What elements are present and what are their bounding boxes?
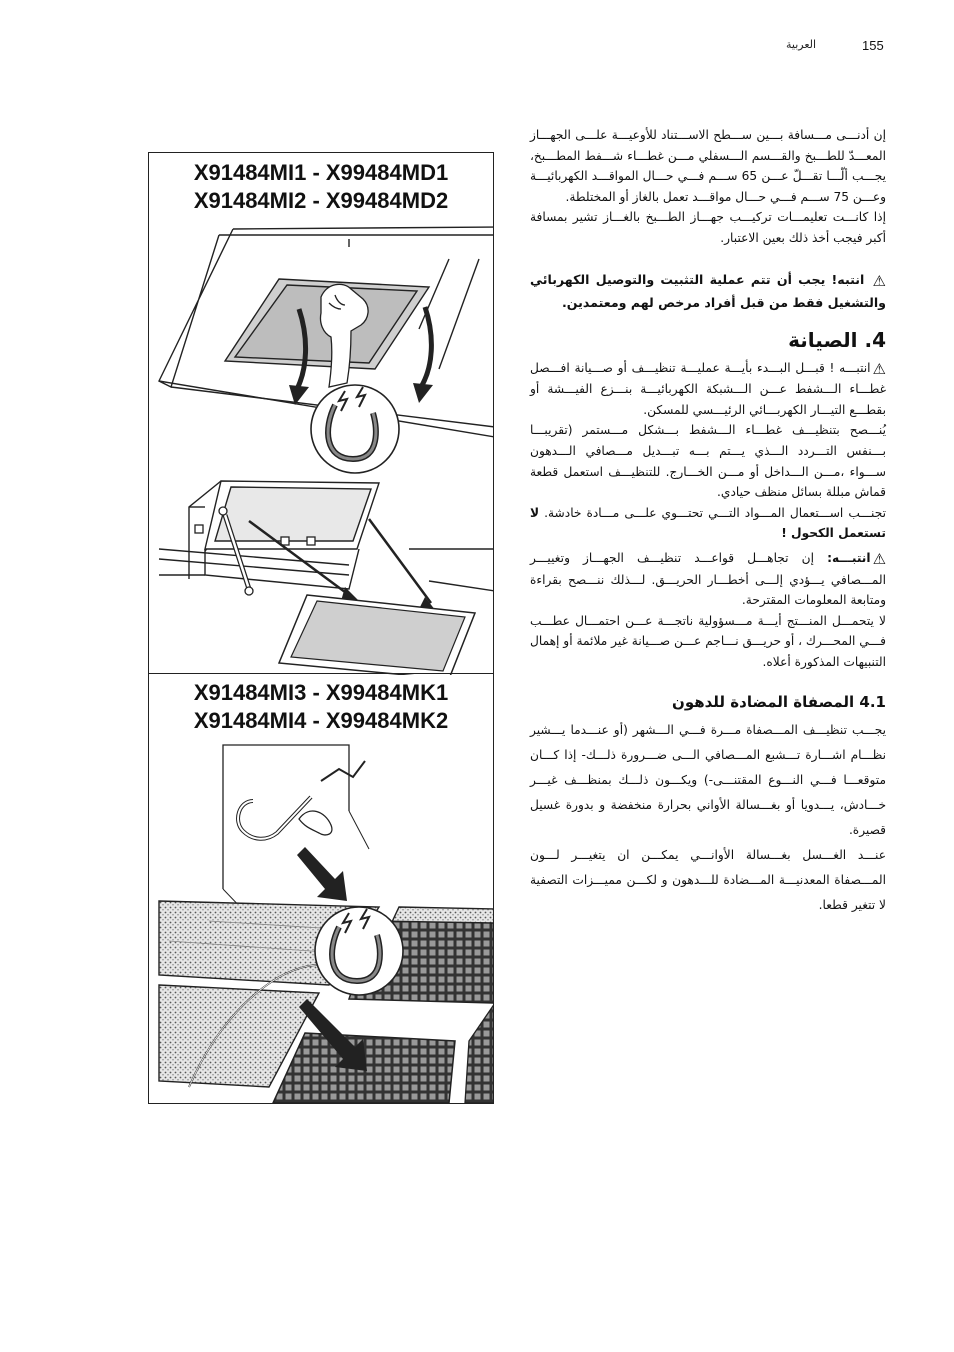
filter-removal-illustration [149,219,494,675]
page-language: العربية [786,38,817,51]
maintenance-paragraph-3: تجنـــب اســـتعمال المـــواد التـــي تحتـــوي علـــى مـــادة خادشة. لا تستعمل الكحول ! [530,505,886,541]
intro-paragraph-2: إذا كانـــت تعليمـــات تركيـــب جهـــاز الطـــبخ بالغـــاز تشير بمسافة أكبر فيجب أخذ ذلك بعين الاعتبار. [530,210,886,245]
warning-triangle-icon: ⚠ [872,549,887,568]
grease-filter-removal-illustration [149,741,494,1103]
text-column [530,125,886,918]
section-title-grease-filter: 4.1 المصفاة المضادة للدهون [672,693,886,712]
no-alcohol-note: لا تستعمل الكحول ! [530,505,886,541]
model-numbers-line-3: X91484MI3 - X99484MK1 [193,680,449,705]
section-title-maintenance: 4. الصيانة [788,327,886,352]
maintenance-caution-label: انتبـــه: [827,550,871,565]
installation-warning-text: انتبه! يجب أن تتم عملية التثبيت والتوصيل الكهربائي والتشغيل فقط من قبل أفراد مرخص لهم ومعتمدين. [530,271,886,310]
grease-filter-paragraph-2: عنـــد الغـــسل بغـــسالة الأوانـــي يمكـــن ان يتغيـــر لـــون المـــصفاة المعدنيـــة المـــضادة للـــدهون و لكـــن مميـــزات التصفية لا تتغير قطعا. [530,848,886,913]
model-numbers-line-2: X91484MI2 - X99484MD2 [193,188,449,213]
page-number: 155 [862,38,884,53]
maintenance-paragraph-2: يُنـــصح بتنظيـــف غطـــاء الـــشفط بـــشكل مـــستمر (تقريبـــا بـــنفس التـــردد الـــذي يـــتم بـــه تبـــديل مـــصافي الـــدهون ســـواء ،مـــن الـــداخل أو مـــن الخـــارج. للتنظيـــف استعمل قطعة قماش مبللة بسائل منظف حيادي. [530,423,886,500]
grease-filter-paragraph-1: يجـــب تنظيـــف المـــصفاة مـــرة فـــي الـــشهر (أو عنـــدما يـــشير نظـــام اشـــارة تـــشبع المـــصافي الـــى ضـــرورة ذلـــك- إذا كـــان متوقعـــا فـــي النـــوع المقتنـــى-) ويكـــون ذلـــك بمنظـــف غيـــر خـــادش، يـــدويا أو بغـــسالة الأواني بحرارة منخفضة و بدورة غسيل قصيرة. [530,723,886,838]
figure-separator [149,673,493,674]
maintenance-paragraph-5: لا يتحمـــل المنـــتج أيـــة مـــسؤولية ناتجـــة عـــن احتمـــال عطـــب فـــي المحـــرك ، أو حريـــق نـــاجم عـــن صـــيانة غير ملائمة أو إهمال التنبيهات المذكورة أعلاه. [530,613,886,669]
maintenance-paragraph-4: ⚠انتبـــه: إن تجاهـــل قواعـــد تنظيـــف الجهـــاز وتغييـــر المـــصافي يـــؤدي إلـــى أخطـــار الحريـــق. لـــذلك ننـــصح بقراءة ومتابعة المعلومات المقترحة. [530,549,887,608]
model-numbers-line-1: X91484MI1 - X99484MD1 [193,160,449,185]
maintenance-paragraph-1: ⚠انتبـــه ! قبـــل البـــدء بأيـــة عمليـــة تنظيـــف أو صـــيانة افـــصل غطـــاء الـــشفط عـــن الـــشبكة الكهربائيـــة بنـــزع الفيـــشة أو بقطـــع التيـــار الكهربـــائي الرئيـــسي للمسكن. [530,359,886,417]
maintenance-warning-label: انتبـــه ! [829,360,871,375]
warning-triangle-icon: ⚠ [872,359,886,378]
warning-triangle-icon: ⚠ [872,271,886,290]
installation-warning [530,269,886,314]
illustration-panel [148,152,494,1104]
model-numbers-line-4: X91484MI4 - X99484MK2 [193,708,449,733]
intro-paragraph-1: إن أدنـــى مـــسافة بـــين ســـطح الاســـتناد للأوعيـــة علـــى الجهـــاز المعـــدّ للطـــبخ والقـــسم الـــسفلي مـــن غطـــاء شـــفط المطـــبخ، يجـــب ألّـــا تقـــلّ عـــن 65 ســـم فـــي حـــال المواقـــد الكهربائيـــة وعـــن 75 ســـم فـــي حـــال مواقـــد تعمل بالغاز أو المختلطة. [530,128,886,204]
